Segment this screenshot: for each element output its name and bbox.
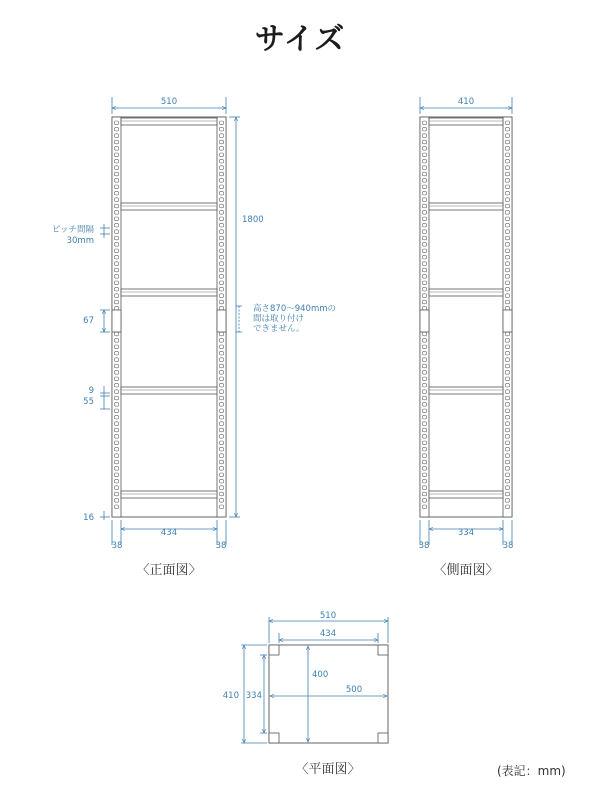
front-width-label: 510 [160,97,178,107]
front-post-left-label: 38 [111,541,123,551]
front-shelves [121,118,217,498]
unit-note: (表記：mm) [497,764,566,778]
plan-post-top-left [269,645,279,655]
side-view-caption: 〈側面図〉 [433,563,499,578]
note-line2: 間は取り付け [253,314,305,324]
front-shelf-1 [121,118,217,125]
side-left-connector [420,310,429,332]
plan-inner-width-label: 434 [319,629,337,639]
plan-width-label: 510 [319,611,337,621]
side-shelf-3 [429,289,503,296]
side-shelf-4 [429,387,503,394]
front-view [52,97,336,578]
plan-view [223,611,388,777]
side-right-connector [503,310,512,332]
plan-inner-depth-label: 334 [245,691,262,701]
plan-shelf-depth-label: 400 [312,670,329,680]
page-title: サイズ [254,22,346,57]
dim-67-label: 67 [83,316,94,326]
note-line3: できません。 [253,324,305,334]
plan-post-bottom-right [378,733,388,743]
front-inner-width-label: 434 [160,528,178,538]
front-height-label: 1800 [242,215,264,225]
note-line1: 高さ870～940mmの [253,304,337,314]
dim-9-label: 9 [88,386,94,396]
plan-post-bottom-left [269,733,279,743]
side-posts [420,117,512,517]
side-view [419,97,514,578]
pitch-label-line1: ピッチ間隔 [51,225,94,235]
side-shelves [429,118,503,498]
front-right-connector [217,310,226,332]
pitch-label-line2: 30mm [66,236,94,246]
side-post-left-label: 38 [418,541,430,551]
front-view-frame [112,117,226,517]
side-post-right-label: 38 [502,541,514,551]
dim-16-label: 16 [83,513,94,523]
plan-view-frame [269,645,388,743]
front-shelf-5 [121,491,217,498]
side-shelf-5 [429,491,503,498]
side-shelf-2 [429,203,503,210]
plan-view-caption: 〈平面図〉 [295,762,361,777]
front-left-connector [112,310,121,332]
dim-55-label: 55 [83,397,94,407]
front-view-caption: 〈正面図〉 [136,563,202,578]
front-posts [112,117,226,517]
plan-depth-label: 410 [222,691,239,701]
front-post-right-label: 38 [215,541,227,551]
side-inner-width-label: 334 [457,528,475,538]
side-view-frame [420,117,512,517]
plan-shelf-width-label: 500 [345,685,363,695]
side-shelf-1 [429,118,503,125]
front-shelf-2 [121,203,217,210]
front-shelf-3 [121,289,217,296]
side-width-label: 410 [457,97,475,107]
plan-post-top-right [378,645,388,655]
front-shelf-4 [121,387,217,394]
